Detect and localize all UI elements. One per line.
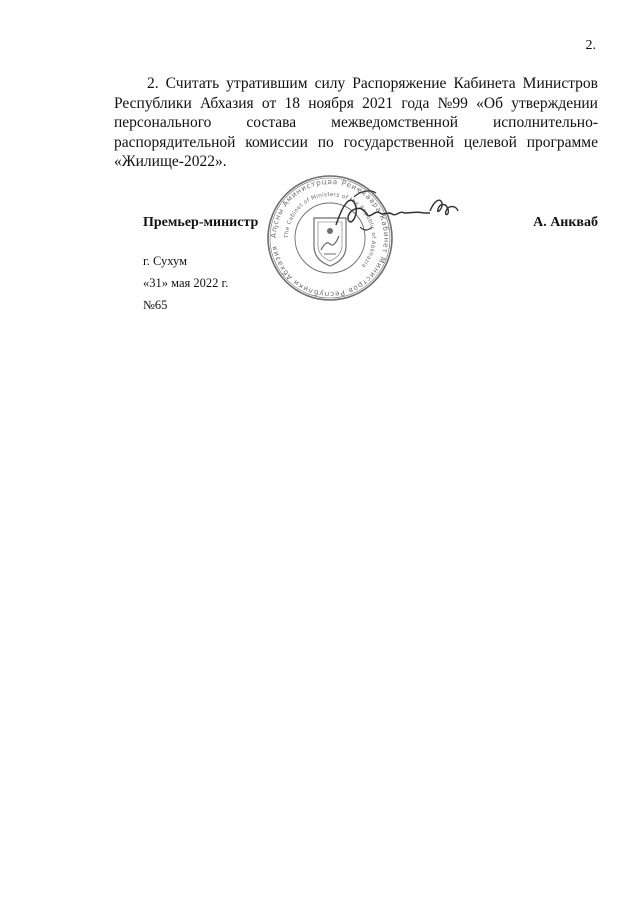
word: Распоряжение	[352, 75, 447, 92]
paragraph-line	[114, 74, 598, 94]
word: Кабинета	[453, 75, 516, 92]
word: распорядительной	[114, 133, 236, 151]
word: силу	[314, 75, 346, 92]
paragraph-line	[114, 152, 598, 172]
city-line: г. Сухум	[143, 254, 188, 268]
word: 2021	[362, 94, 394, 112]
document-number: №65	[143, 298, 168, 312]
line-text: «Жилище-2022».	[114, 153, 227, 170]
word: 18	[284, 94, 300, 112]
word: исполнительно-	[492, 114, 598, 131]
date-line: «31» мая 2022 г.	[143, 276, 229, 290]
paragraph-line	[114, 133, 598, 153]
handwritten-signature	[330, 183, 470, 243]
word: целевой	[463, 133, 517, 151]
signatory-title: Премьер-министр	[143, 215, 259, 230]
word: 2.	[147, 75, 159, 92]
word: состава	[246, 114, 297, 131]
word: по	[317, 133, 334, 151]
word: персонального	[114, 114, 212, 131]
document-meta	[143, 250, 228, 316]
stamp-outer-text: Аҧсны Аминистрцәа Реиҿкаара Кабинет Министров Республики Абхазия	[268, 176, 392, 300]
word: межведомственной	[331, 114, 458, 131]
word: «Об	[476, 94, 503, 112]
signatory-name: А. Анкваб	[533, 215, 598, 230]
stamp-inner-text: The Cabinet of Ministers of the Republic of Abkhazia	[283, 191, 377, 269]
word: государственной	[343, 133, 455, 151]
word: №99	[437, 94, 468, 112]
word: утверждении	[511, 94, 598, 112]
word: Абхазия	[200, 94, 254, 112]
word: года	[401, 94, 430, 112]
word: утратившим	[226, 75, 308, 92]
paragraph-line	[114, 113, 598, 133]
paragraph	[114, 74, 598, 172]
word: Министров	[522, 75, 598, 92]
word: от	[261, 94, 277, 112]
word: программе	[526, 133, 598, 151]
paragraph-line	[114, 94, 598, 114]
page-number: 2.	[585, 38, 596, 53]
word: Республики	[114, 94, 192, 112]
word: комиссии	[245, 133, 308, 151]
word: Считать	[165, 75, 220, 92]
word: ноября	[308, 94, 354, 112]
